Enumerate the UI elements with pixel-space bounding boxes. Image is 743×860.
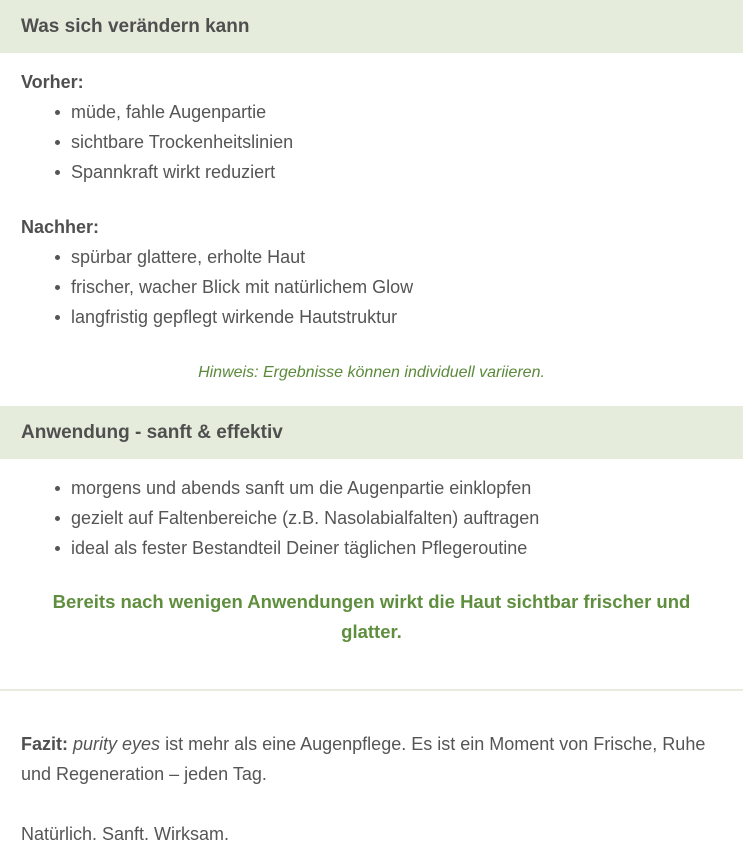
section-title: Was sich verändern kann (21, 15, 250, 37)
list-item: gezielt auf Faltenbereiche (z.B. Nasolabialfalten) auftragen (50, 503, 743, 533)
list-item: langfristig gepflegt wirkende Hautstruktur (50, 302, 743, 332)
list-item: spürbar glattere, erholte Haut (50, 242, 743, 272)
application-list (0, 473, 743, 563)
conclusion-text: ist mehr als eine Augenpflege. Es ist ein Moment von Frische, Ruhe und Regeneration – jeden Tag. (21, 734, 706, 784)
conclusion-paragraph (0, 729, 743, 789)
before-label: Vorher: (21, 72, 84, 92)
before-list (0, 97, 743, 187)
results-note: Hinweis: Ergebnisse können individuell variieren. (198, 364, 545, 381)
list-item: ideal als fester Bestandteil Deiner täglichen Pflegeroutine (50, 533, 743, 563)
list-item: frischer, wacher Blick mit natürlichem Glow (50, 272, 743, 302)
section-header-application (0, 406, 743, 459)
after-list (0, 242, 743, 332)
conclusion-label: Fazit: (21, 734, 68, 754)
after-label: Nachher: (21, 217, 100, 237)
list-item: sichtbare Trockenheitslinien (50, 127, 743, 157)
section-header-changes (0, 0, 743, 53)
section-title: Anwendung - sanft & effektiv (21, 421, 283, 443)
list-item: Spannkraft wirkt reduziert (50, 157, 743, 187)
tagline: Natürlich. Sanft. Wirksam. (21, 824, 230, 844)
list-item: müde, fahle Augenpartie (50, 97, 743, 127)
highlight-text: Bereits nach wenigen Anwendungen wirkt die Haut sichtbar frischer und glatter. (52, 591, 691, 642)
list-item: morgens und abends sanft um die Augenpartie einklopfen (50, 473, 743, 503)
product-name: purity eyes (73, 734, 161, 754)
